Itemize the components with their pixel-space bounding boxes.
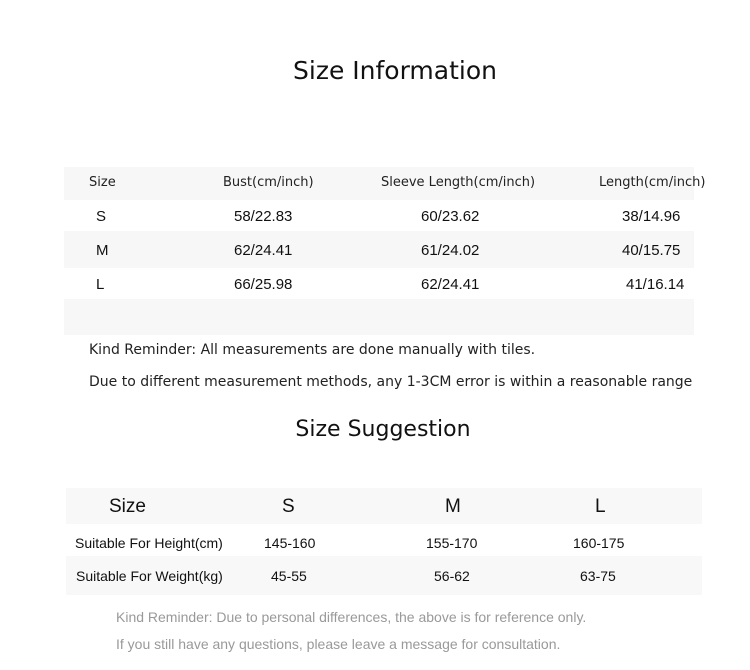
- table-row-band: [64, 268, 694, 299]
- measurement-error-note: Due to different measurement methods, any 1-3CM error is within a reasonable range: [89, 374, 693, 390]
- suggestion-header-l: L: [595, 496, 606, 517]
- table-cell-length: 40/15.75: [622, 242, 681, 259]
- table-cell-size: S: [96, 208, 107, 225]
- table-cell-size: M: [96, 242, 109, 259]
- table-cell-length: 38/14.96: [622, 208, 681, 225]
- suggestion-header-size: Size: [109, 496, 146, 517]
- suggestion-cell: 145-160: [264, 535, 316, 551]
- table-cell-length: 41/16.14: [626, 276, 685, 293]
- suggestion-header-s: S: [282, 496, 295, 517]
- suggestion-cell: 45-55: [271, 568, 307, 584]
- table-row-band: [64, 200, 694, 231]
- suggestion-cell: 155-170: [426, 535, 478, 551]
- size-suggestion-table: [66, 488, 702, 595]
- header-sleeve-length: Sleeve Length(cm/inch): [381, 175, 536, 190]
- suggestion-header-m: M: [445, 496, 461, 517]
- table-cell-bust: 58/22.83: [234, 208, 293, 225]
- consultation-note: If you still have any questions, please leave a message for consultation.: [116, 636, 561, 652]
- table-cell-sleeve: 61/24.02: [421, 242, 480, 259]
- header-length: Length(cm/inch): [599, 175, 706, 190]
- suggestion-label-weight: Suitable For Weight(kg): [76, 568, 223, 584]
- suggestion-cell: 160-175: [573, 535, 625, 551]
- table-cell-size: L: [96, 276, 105, 293]
- size-suggestion-title: Size Suggestion: [295, 417, 471, 442]
- size-information-table: [64, 167, 706, 335]
- suggestion-cell: 56-62: [434, 568, 470, 584]
- table-cell-sleeve: 60/23.62: [421, 208, 480, 225]
- suggestion-cell: 63-75: [580, 568, 616, 584]
- measurement-reminder: Kind Reminder: All measurements are done manually with tiles.: [89, 342, 536, 358]
- table-cell-sleeve: 62/24.41: [421, 276, 480, 293]
- table-cell-bust: 66/25.98: [234, 276, 293, 293]
- header-size: Size: [89, 175, 116, 190]
- suggestion-label-height: Suitable For Height(cm): [75, 535, 223, 551]
- table-cell-bust: 62/24.41: [234, 242, 293, 259]
- header-bust: Bust(cm/inch): [223, 175, 314, 190]
- reference-note: Kind Reminder: Due to personal differences, the above is for reference only.: [116, 609, 587, 625]
- size-information-title: Size Information: [293, 56, 497, 85]
